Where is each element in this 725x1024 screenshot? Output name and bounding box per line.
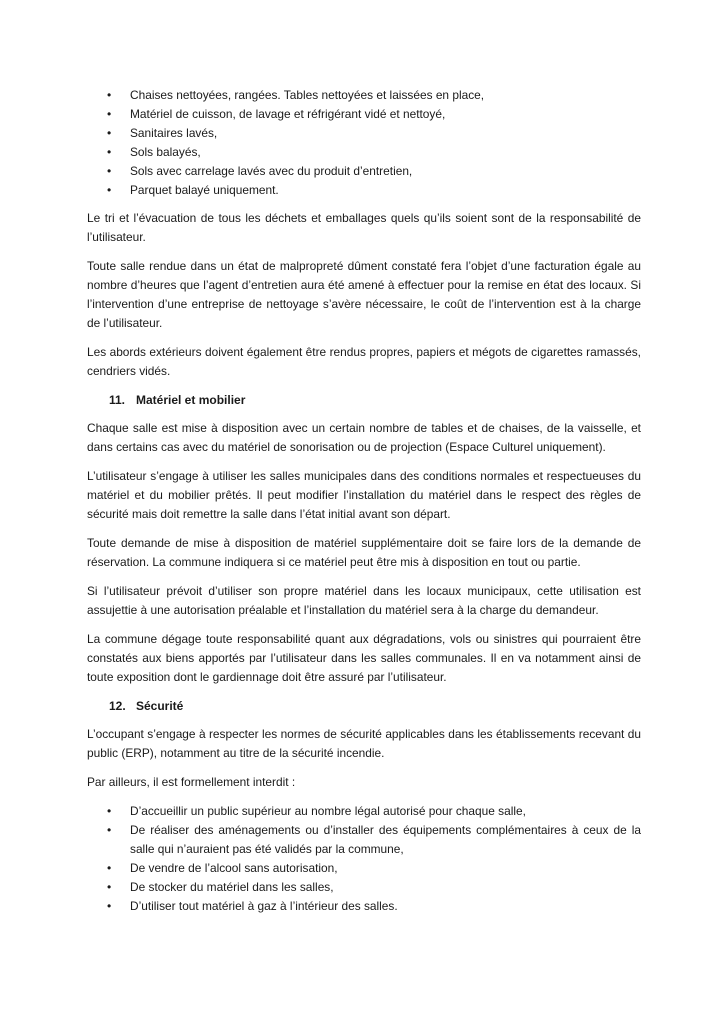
section-number: 12.: [109, 699, 126, 713]
list-item: • Sanitaires lavés,: [87, 124, 641, 143]
paragraph-safety-norms: L’occupant s’engage à respecter les normes de sécurité applicables dans les établissements recevant du public (ERP), notamment au titre de la sécurité incendie.: [87, 727, 641, 760]
paragraph-liability: La commune dégage toute responsabilité quant aux dégradations, vols ou sinistres qui pourraient être constatés aux biens apportés par l’utilisateur dans les salles communales. Il en va notamment ainsi de toute exposition dont le gardiennage doit être assuré par l’utilisateur.: [87, 632, 641, 684]
list-item: • D’accueillir un public supérieur au nombre légal autorisé pour chaque salle,: [87, 802, 641, 821]
paragraph-extra-equipment: Toute demande de mise à disposition de matériel supplémentaire doit se faire lors de la demande de réservation. La commune indiquera si ce matériel peut être mis à disposition en tout ou partie.: [87, 536, 641, 569]
section-title: Matériel et mobilier: [136, 393, 246, 407]
list-item: • Matériel de cuisson, de lavage et réfrigérant vidé et nettoyé,: [87, 105, 641, 124]
bullet-icon: •: [107, 880, 112, 894]
paragraph-user-commitment: L’utilisateur s’engage à utiliser les salles municipales dans des conditions normales et respectueuses du matériel et du mobilier prêtés. Il peut modifier l’installation du matériel dans le respect des règles de sécurité mais doit remettre la salle dans l’état initial avant son départ.: [87, 469, 641, 521]
list-item: • De stocker du matériel dans les salles,: [87, 878, 641, 897]
paragraph-equipment: Chaque salle est mise à disposition avec un certain nombre de tables et de chaises, de la vaisselle, et dans certains cas avec du matériel de sonorisation ou de projection (Espace Culturel uniquement).: [87, 421, 641, 454]
list-item: • Sols balayés,: [87, 143, 641, 162]
document-body: [87, 86, 641, 916]
paragraph-cleaning-fee: Toute salle rendue dans un état de malpropreté dûment constaté fera l’objet d’une facturation égale au nombre d’heures que l’agent d’entretien aura été amené à effectuer pour la remise en état des locaux. Si l’intervention d’une entreprise de nettoyage s’avère nécessaire, le coût de l’intervention est à la charge de l’utilisateur.: [87, 259, 641, 330]
list-item: • Chaises nettoyées, rangées. Tables nettoyées et laissées en place,: [87, 86, 641, 105]
bullet-icon: •: [107, 164, 112, 178]
bullet-icon: •: [107, 804, 112, 818]
section-heading-11: [87, 391, 641, 410]
section-title: Sécurité: [136, 699, 184, 713]
cleaning-checklist: [87, 86, 641, 200]
bullet-icon: •: [107, 899, 112, 913]
list-item: • De réaliser des aménagements ou d’installer des équipements complémentaires à ceux de la salle qui n’auraient pas été validés par la commune,: [107, 823, 641, 856]
list-item: • De vendre de l’alcool sans autorisation,: [87, 859, 641, 878]
prohibitions-list: [87, 802, 641, 916]
list-item: • Sols avec carrelage lavés avec du produit d’entretien,: [87, 162, 641, 181]
bullet-icon: •: [107, 823, 112, 837]
paragraph-own-equipment: Si l’utilisateur prévoit d’utiliser son propre matériel dans les locaux municipaux, cette utilisation est assujettie à une autorisation préalable et l’installation du matériel sera à la charge du demandeur.: [87, 584, 641, 617]
bullet-icon: •: [107, 145, 112, 159]
section-heading-12: [87, 697, 641, 716]
bullet-icon: •: [107, 107, 112, 121]
bullet-icon: •: [107, 126, 112, 140]
bullet-icon: •: [107, 861, 112, 875]
list-item: • Parquet balayé uniquement.: [87, 181, 641, 200]
paragraph-prohibitions-intro: Par ailleurs, il est formellement interdit :: [87, 775, 296, 789]
bullet-icon: •: [107, 183, 112, 197]
paragraph-exterior: Les abords extérieurs doivent également être rendus propres, papiers et mégots de cigarettes ramassés, cendriers vidés.: [87, 345, 641, 378]
list-item: • D’utiliser tout matériel à gaz à l’intérieur des salles.: [87, 897, 641, 916]
bullet-icon: •: [107, 88, 112, 102]
section-number: 11.: [109, 393, 126, 407]
paragraph-waste: Le tri et l’évacuation de tous les déchets et emballages quels qu’ils soient sont de la responsabilité de l’utilisateur.: [87, 211, 641, 244]
